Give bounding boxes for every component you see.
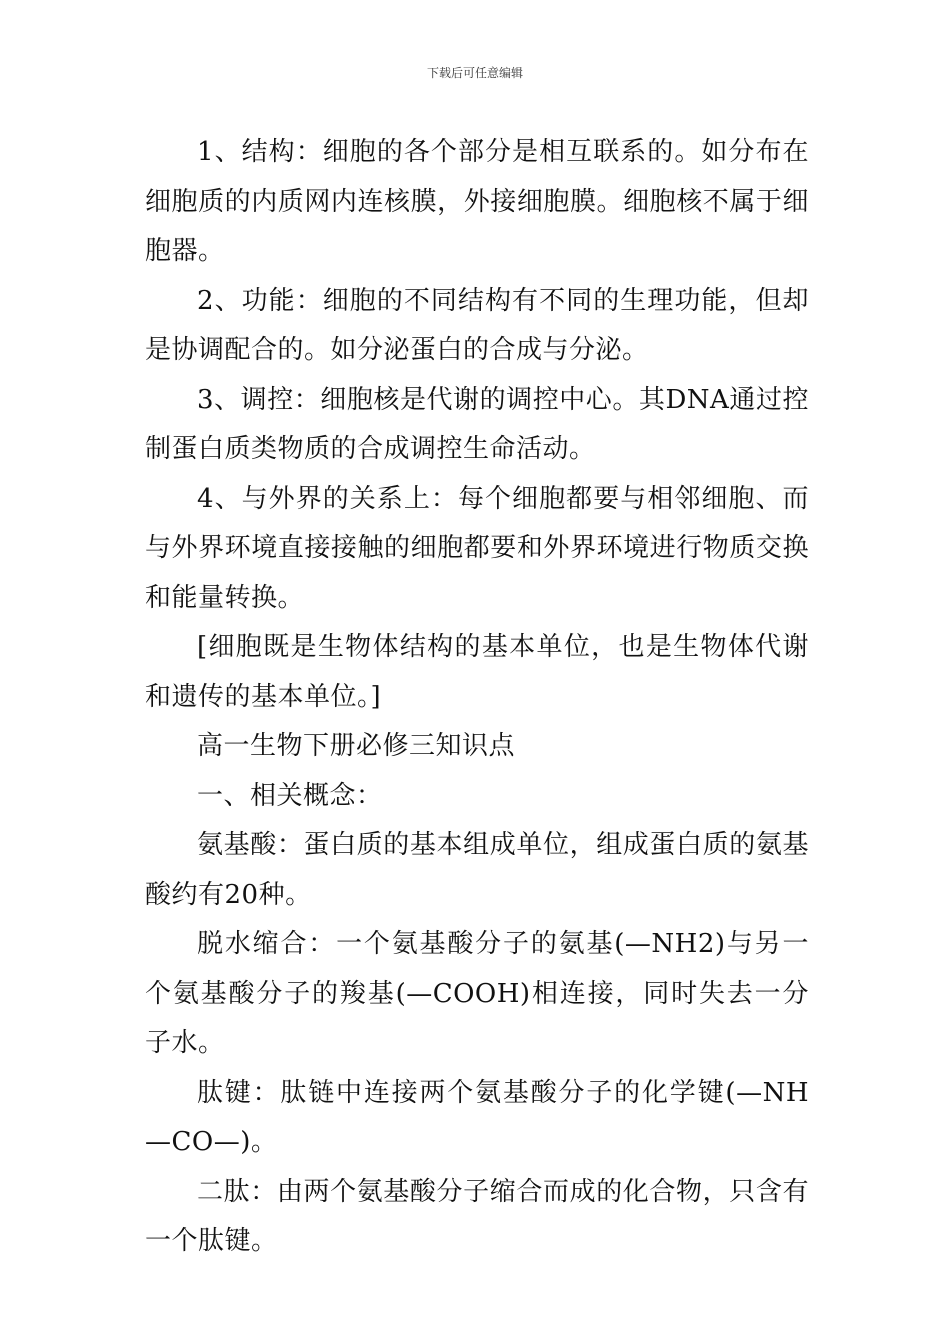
paragraph-environment: 4、与外界的关系上：每个细胞都要与相邻细胞、而与外界环境直接接触的细胞都要和外界环境进行物质交换和能量转换。 xyxy=(145,483,809,613)
section-heading-concepts: 一、相关概念： xyxy=(197,780,383,811)
definition-peptide-bond: 肽键：肽链中连接两个氨基酸分子的化学键(—NH—CO—)。 xyxy=(145,1077,809,1157)
section-title: 高一生物下册必修三知识点 xyxy=(197,731,516,761)
page-header: 下载后可任意编辑 xyxy=(426,66,523,80)
definition-dehydration-condensation: 脱水缩合：一个氨基酸分子的氨基(—NH2)与另一个氨基酸分子的羧基(—COOH)相连接，同时失去一分子水。 xyxy=(145,929,809,1058)
definition-amino-acid: 氨基酸：蛋白质的基本组成单位，组成蛋白质的氨基酸约有20种。 xyxy=(145,830,809,910)
paragraph-summary: [细胞既是生物体结构的基本单位，也是生物体代谢和遗传的基本单位。] xyxy=(145,632,809,712)
document-body xyxy=(145,128,809,1267)
paragraph-regulation: 3、调控：细胞核是代谢的调控中心。其DNA通过控制蛋白质类物质的合成调控生命活动。 xyxy=(145,384,809,464)
paragraph-function: 2、功能：细胞的不同结构有不同的生理功能，但却是协调配合的。如分泌蛋白的合成与分泌。 xyxy=(145,285,809,365)
definition-dipeptide: 二肽：由两个氨基酸分子缩合而成的化合物，只含有一个肽键。 xyxy=(145,1176,809,1256)
paragraph-structure: 1、结构：细胞的各个部分是相互联系的。如分布在细胞质的内质网内连核膜，外接细胞膜。细胞核不属于细胞器。 xyxy=(145,137,809,266)
